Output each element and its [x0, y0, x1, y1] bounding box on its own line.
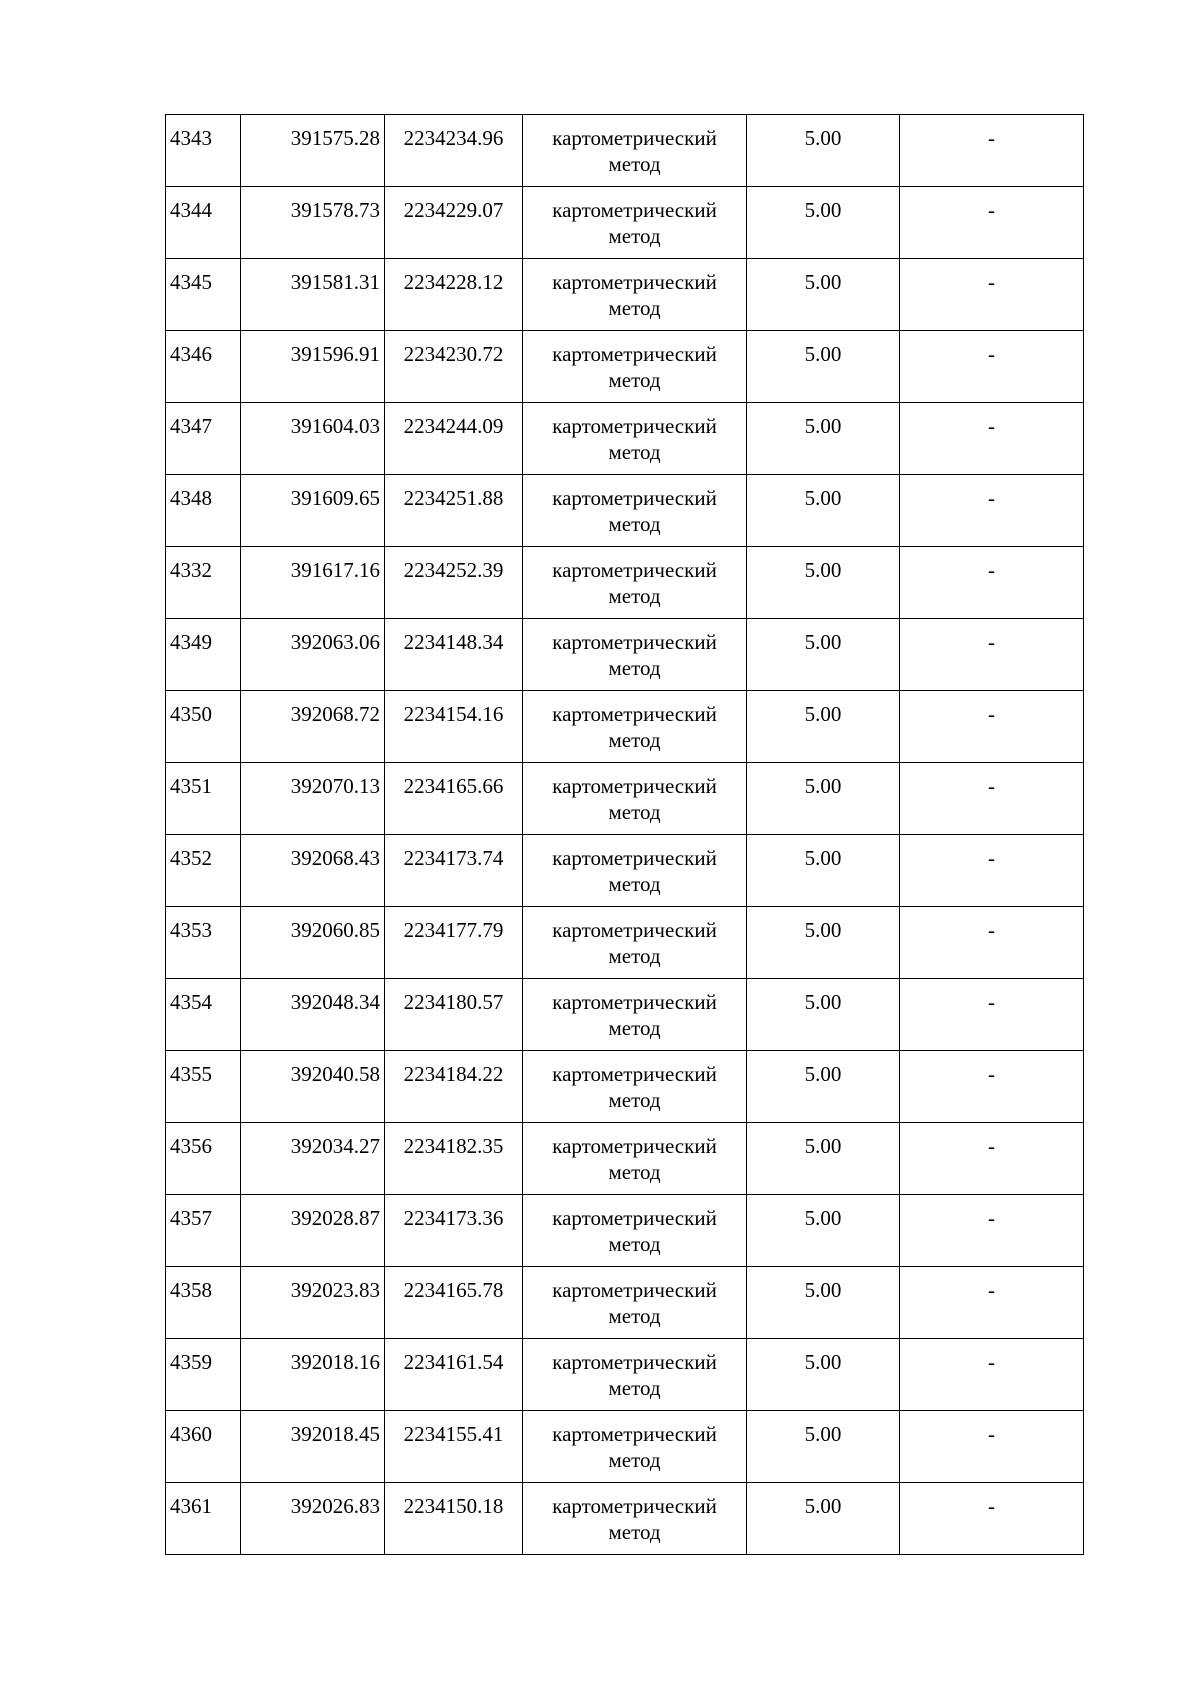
method-cell: картометрический метод: [523, 907, 747, 979]
point-number-cell: 4356: [166, 1123, 241, 1195]
y-coordinate-cell: 2234161.54: [385, 1339, 523, 1411]
point-number-cell: 4361: [166, 1483, 241, 1555]
accuracy-cell: 5.00: [747, 619, 900, 691]
x-coordinate-cell: 392018.16: [241, 1339, 385, 1411]
y-coordinate-cell: 2234155.41: [385, 1411, 523, 1483]
method-cell: картометрический метод: [523, 259, 747, 331]
accuracy-cell: 5.00: [747, 115, 900, 187]
y-coordinate-cell: 2234148.34: [385, 619, 523, 691]
method-cell: картометрический метод: [523, 979, 747, 1051]
table-row: [166, 547, 1084, 619]
table-row: [166, 1411, 1084, 1483]
table-row: [166, 1195, 1084, 1267]
accuracy-cell: 5.00: [747, 403, 900, 475]
y-coordinate-cell: 2234150.18: [385, 1483, 523, 1555]
method-cell: картометрический метод: [523, 1195, 747, 1267]
accuracy-cell: 5.00: [747, 475, 900, 547]
point-number-cell: 4352: [166, 835, 241, 907]
x-coordinate-cell: 392048.34: [241, 979, 385, 1051]
accuracy-cell: 5.00: [747, 187, 900, 259]
x-coordinate-cell: 391609.65: [241, 475, 385, 547]
method-cell: картометрический метод: [523, 1339, 747, 1411]
x-coordinate-cell: 391575.28: [241, 115, 385, 187]
y-coordinate-cell: 2234177.79: [385, 907, 523, 979]
point-number-cell: 4348: [166, 475, 241, 547]
accuracy-cell: 5.00: [747, 1411, 900, 1483]
table-row: [166, 907, 1084, 979]
y-coordinate-cell: 2234230.72: [385, 331, 523, 403]
y-coordinate-cell: 2234154.16: [385, 691, 523, 763]
y-coordinate-cell: 2234180.57: [385, 979, 523, 1051]
accuracy-cell: 5.00: [747, 1195, 900, 1267]
accuracy-cell: 5.00: [747, 259, 900, 331]
table-row: [166, 331, 1084, 403]
coordinates-table: [165, 114, 1084, 1555]
table-row: [166, 403, 1084, 475]
description-cell: -: [900, 619, 1084, 691]
description-cell: -: [900, 403, 1084, 475]
description-cell: -: [900, 1267, 1084, 1339]
method-cell: картометрический метод: [523, 1051, 747, 1123]
description-cell: -: [900, 907, 1084, 979]
x-coordinate-cell: 391617.16: [241, 547, 385, 619]
description-cell: -: [900, 1339, 1084, 1411]
accuracy-cell: 5.00: [747, 1267, 900, 1339]
method-cell: картометрический метод: [523, 619, 747, 691]
description-cell: -: [900, 835, 1084, 907]
table-row: [166, 1123, 1084, 1195]
point-number-cell: 4344: [166, 187, 241, 259]
point-number-cell: 4351: [166, 763, 241, 835]
y-coordinate-cell: 2234244.09: [385, 403, 523, 475]
method-cell: картометрический метод: [523, 1123, 747, 1195]
description-cell: -: [900, 1483, 1084, 1555]
x-coordinate-cell: 391596.91: [241, 331, 385, 403]
table-row: [166, 619, 1084, 691]
method-cell: картометрический метод: [523, 115, 747, 187]
table-row: [166, 115, 1084, 187]
table-row: [166, 1483, 1084, 1555]
description-cell: -: [900, 763, 1084, 835]
method-cell: картометрический метод: [523, 691, 747, 763]
accuracy-cell: 5.00: [747, 1483, 900, 1555]
description-cell: -: [900, 691, 1084, 763]
y-coordinate-cell: 2234165.78: [385, 1267, 523, 1339]
method-cell: картометрический метод: [523, 547, 747, 619]
x-coordinate-cell: 392023.83: [241, 1267, 385, 1339]
method-cell: картометрический метод: [523, 331, 747, 403]
description-cell: -: [900, 1123, 1084, 1195]
description-cell: -: [900, 1195, 1084, 1267]
description-cell: -: [900, 547, 1084, 619]
accuracy-cell: 5.00: [747, 979, 900, 1051]
point-number-cell: 4353: [166, 907, 241, 979]
table-row: [166, 1267, 1084, 1339]
point-number-cell: 4347: [166, 403, 241, 475]
table-row: [166, 979, 1084, 1051]
x-coordinate-cell: 392070.13: [241, 763, 385, 835]
x-coordinate-cell: 392026.83: [241, 1483, 385, 1555]
x-coordinate-cell: 391581.31: [241, 259, 385, 331]
description-cell: -: [900, 979, 1084, 1051]
y-coordinate-cell: 2234234.96: [385, 115, 523, 187]
y-coordinate-cell: 2234184.22: [385, 1051, 523, 1123]
point-number-cell: 4354: [166, 979, 241, 1051]
table-row: [166, 835, 1084, 907]
accuracy-cell: 5.00: [747, 547, 900, 619]
point-number-cell: 4350: [166, 691, 241, 763]
coordinates-table-body: [166, 115, 1084, 1555]
description-cell: -: [900, 1411, 1084, 1483]
y-coordinate-cell: 2234173.74: [385, 835, 523, 907]
description-cell: -: [900, 1051, 1084, 1123]
point-number-cell: 4359: [166, 1339, 241, 1411]
y-coordinate-cell: 2234182.35: [385, 1123, 523, 1195]
accuracy-cell: 5.00: [747, 907, 900, 979]
accuracy-cell: 5.00: [747, 1123, 900, 1195]
accuracy-cell: 5.00: [747, 691, 900, 763]
point-number-cell: 4349: [166, 619, 241, 691]
y-coordinate-cell: 2234165.66: [385, 763, 523, 835]
x-coordinate-cell: 392018.45: [241, 1411, 385, 1483]
table-row: [166, 187, 1084, 259]
accuracy-cell: 5.00: [747, 331, 900, 403]
method-cell: картометрический метод: [523, 1411, 747, 1483]
accuracy-cell: 5.00: [747, 763, 900, 835]
description-cell: -: [900, 115, 1084, 187]
x-coordinate-cell: 392060.85: [241, 907, 385, 979]
method-cell: картометрический метод: [523, 763, 747, 835]
method-cell: картометрический метод: [523, 1483, 747, 1555]
table-row: [166, 259, 1084, 331]
table-row: [166, 1339, 1084, 1411]
method-cell: картометрический метод: [523, 835, 747, 907]
x-coordinate-cell: 392068.43: [241, 835, 385, 907]
method-cell: картометрический метод: [523, 1267, 747, 1339]
point-number-cell: 4355: [166, 1051, 241, 1123]
point-number-cell: 4332: [166, 547, 241, 619]
table-row: [166, 1051, 1084, 1123]
x-coordinate-cell: 391604.03: [241, 403, 385, 475]
point-number-cell: 4357: [166, 1195, 241, 1267]
x-coordinate-cell: 392034.27: [241, 1123, 385, 1195]
method-cell: картометрический метод: [523, 187, 747, 259]
method-cell: картометрический метод: [523, 403, 747, 475]
point-number-cell: 4358: [166, 1267, 241, 1339]
description-cell: -: [900, 475, 1084, 547]
y-coordinate-cell: 2234173.36: [385, 1195, 523, 1267]
point-number-cell: 4360: [166, 1411, 241, 1483]
description-cell: -: [900, 331, 1084, 403]
accuracy-cell: 5.00: [747, 835, 900, 907]
table-row: [166, 475, 1084, 547]
x-coordinate-cell: 392028.87: [241, 1195, 385, 1267]
x-coordinate-cell: 391578.73: [241, 187, 385, 259]
table-row: [166, 691, 1084, 763]
accuracy-cell: 5.00: [747, 1339, 900, 1411]
description-cell: -: [900, 259, 1084, 331]
point-number-cell: 4343: [166, 115, 241, 187]
x-coordinate-cell: 392063.06: [241, 619, 385, 691]
point-number-cell: 4345: [166, 259, 241, 331]
x-coordinate-cell: 392040.58: [241, 1051, 385, 1123]
point-number-cell: 4346: [166, 331, 241, 403]
description-cell: -: [900, 187, 1084, 259]
y-coordinate-cell: 2234229.07: [385, 187, 523, 259]
table-row: [166, 763, 1084, 835]
x-coordinate-cell: 392068.72: [241, 691, 385, 763]
method-cell: картометрический метод: [523, 475, 747, 547]
y-coordinate-cell: 2234252.39: [385, 547, 523, 619]
y-coordinate-cell: 2234228.12: [385, 259, 523, 331]
y-coordinate-cell: 2234251.88: [385, 475, 523, 547]
accuracy-cell: 5.00: [747, 1051, 900, 1123]
